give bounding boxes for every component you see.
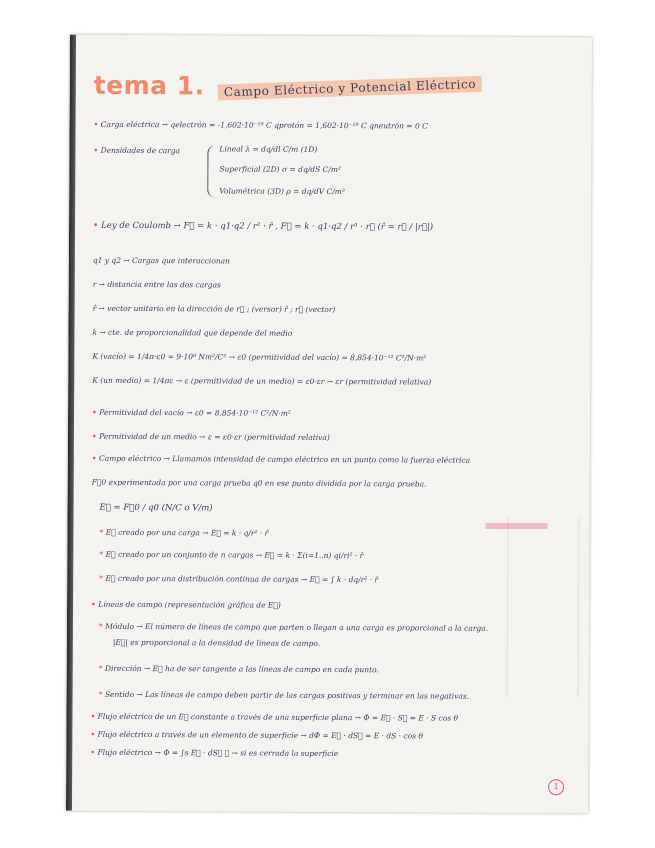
note-line: * E⃗ creado por un conjunto de n cargas → E⃗ = k · Σ(i=1..n) qi/ri² · r̂ xyxy=(99,549,364,561)
note-line: • Flujo eléctrico a través de un elemento de superficie → dΦ = E⃗ · dS⃗ = E · dS · cos θ xyxy=(90,729,423,741)
page-title: tema 1. xyxy=(93,70,205,101)
note-line: * E⃗ creado por una distribución continua de cargas → E⃗ = ∫ k · dq/r² · r̂ xyxy=(99,573,379,585)
note-line: * E⃗ creado por una carga → E⃗ = k · q/r² · r̂ xyxy=(99,527,269,538)
note-line: K (un medio) = 1/4πε → ε (permitividad de un medio) = ε0·εr → εr (permitividad relativa) xyxy=(92,375,432,387)
note-line: k → cte. de proporcionalidad que depende del medio xyxy=(92,327,293,338)
note-line: K (vacío) = 1/4π·ε0 ≈ 9·10⁹ Nm²/C² → ε0 (permitividad del vacío) = 8,854·10⁻¹² C²/N·m² xyxy=(92,351,427,363)
note-line: r̂ → vector unitario en la dirección de r⃗ ; (versor) r̂ ; r⃗ (vector) xyxy=(92,303,336,315)
note-line: * Sentido → Las líneas de campo deben partir de las cargas positivas y terminar en las negativas. xyxy=(98,689,470,701)
note-line: * Módulo → El número de líneas de campo que parten o llegan a una carga es proporcional a la carga. xyxy=(98,621,489,633)
note-line: • Carga eléctrica → qelectrón = -1,602·10⁻¹⁹ C qprotón = 1,602·10⁻¹⁹ C qneutrón = 0 C xyxy=(93,119,428,131)
bleed-through-drawing xyxy=(507,517,580,697)
note-line: • Flujo eléctrico → Φ = ∫s E⃗ · dS⃗ ∮ → si es cerrada la superficie xyxy=(90,747,339,759)
curly-brace xyxy=(207,145,216,197)
note-line: Superficial (2D) σ = dq/dS C/m² xyxy=(219,164,342,175)
note-line: Lineal λ = dq/dl C/m (1D) xyxy=(219,144,318,154)
note-line: r → distancia entre las dos cargas xyxy=(92,279,221,290)
notebook-page xyxy=(66,35,592,814)
note-line: * Dirección → E⃗ ha de ser tangente a las líneas de campo en cada punto. xyxy=(98,663,379,675)
note-line: |E⃗| es proporcional a la densidad de líneas de campo. xyxy=(112,637,321,648)
note-line: F⃗0 experimentada por una carga prueba q0 en ese punto dividida por la carga prueba. xyxy=(91,477,427,489)
note-line: • Campo eléctrico → Llamamos intensidad de campo eléctrico en un punto como la fuerza eléctrica xyxy=(91,453,471,465)
note-line: Volumétrica (3D) ρ = dq/dV C/m³ xyxy=(219,186,345,197)
page-subtitle: Campo Eléctrico y Potencial Eléctrico xyxy=(218,76,483,101)
title-row xyxy=(94,71,574,108)
page-number: 1 xyxy=(548,779,564,795)
note-line: q1 y q2 → Cargas que interaccionan xyxy=(92,255,231,266)
note-line: • Densidades de carga xyxy=(93,145,181,156)
note-line: E⃗ = F⃗0 / q0 (N/C o V/m) xyxy=(99,502,213,514)
note-line: • Permitividad del vacío → ε0 = 8,854·10⁻¹² C²/N·m² xyxy=(92,407,291,418)
page-binding-edge xyxy=(66,35,76,811)
note-line: • Permitividad de un medio → ε = ε0·εr (permitividad relativa) xyxy=(91,431,330,443)
note-line: • Ley de Coulomb → F⃗ = k · q1·q2 / r² · r̂ , F⃗ = k · q1·q2 / r³ · r⃗ (r̂ = r⃗ / |r⃗|) xyxy=(93,220,434,233)
note-line: • Líneas de campo (representación gráfica de E⃗) xyxy=(91,599,281,610)
note-line: • Flujo eléctrico de un E⃗ constante a través de una superficie plana → Φ = E⃗ · S⃗ = E · S cos θ xyxy=(90,711,459,723)
